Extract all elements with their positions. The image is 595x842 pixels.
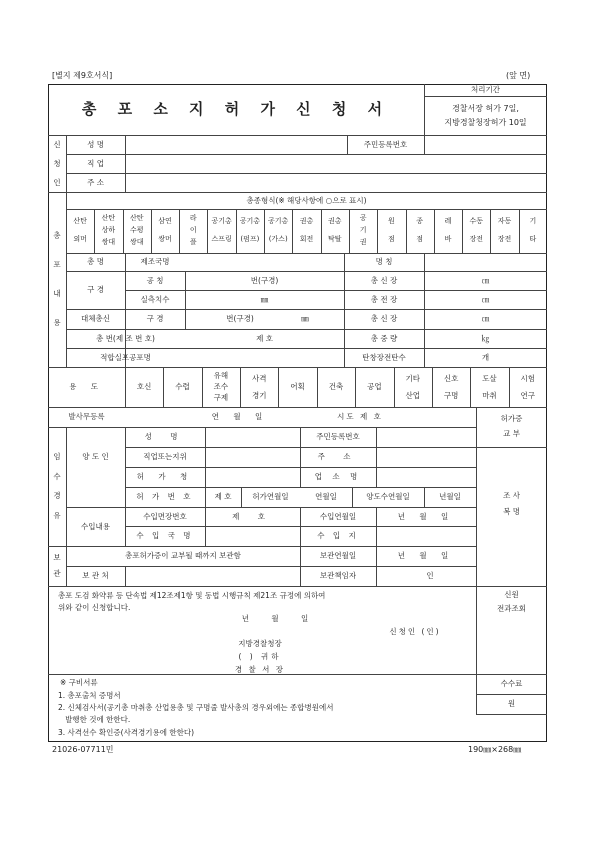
subst-length-label: 총 신 장 (370, 314, 398, 324)
gun-type-text: 공기총 (239, 217, 261, 226)
gun-type-text: 기 (529, 217, 537, 226)
check-label-1: 조 사 (503, 491, 520, 501)
gun-char-1: 총 (53, 231, 61, 241)
business-label: 업 소 명 (314, 472, 362, 482)
storage-char-1: 보 (53, 553, 61, 563)
transfer-char-3: 경 (53, 491, 61, 501)
subst-mm-unit: ㎜ (301, 314, 309, 324)
statement-date: 년 월 일 (241, 614, 319, 624)
gun-type-text: 탁탈 (328, 235, 342, 244)
giver-label: 양 도 인 (82, 452, 109, 462)
subst-length-unit: ㎝ (481, 314, 490, 324)
nominal-label: 공 칭 (146, 275, 164, 285)
gun-type-text: 쌍머 (158, 235, 172, 244)
gun-type-text: 장전 (497, 235, 512, 244)
permit-no-value: 제 호 (214, 492, 232, 502)
usage-text: 호신 (136, 382, 152, 392)
gun-type-text: 점 (387, 235, 395, 244)
serial-label: 총 번(제 조 번 호) (96, 333, 155, 343)
usage-text: 유해 (213, 370, 229, 380)
check-label-2: 복 명 (503, 507, 520, 517)
subst-caliber-label: 구 경 (146, 314, 164, 324)
applicant-char-2: 청 (53, 158, 61, 168)
subst-bun-unit: 번(구경) (226, 314, 254, 324)
gun-type-option[interactable] (264, 209, 292, 253)
recipient-1: 지방경찰청장 (238, 639, 282, 649)
recipient-2: ( ) 귀하 (238, 652, 282, 662)
docs-item-2b: 발행한 것에 한한다. (58, 714, 131, 724)
nominal-unit: 번(구경) (250, 275, 279, 285)
gun-type-text: 기 (359, 226, 367, 235)
usage-text: 마취 (482, 390, 497, 400)
processing-line1: 경찰서장 허가 7일, (452, 103, 519, 113)
gun-type-text: 장전 (469, 235, 484, 244)
docs-title: ※ 구비서류 (60, 677, 98, 687)
fee-label: 수수료 (500, 679, 523, 689)
usage-text: 사격 (252, 373, 267, 383)
usage-text: 시험 (520, 373, 536, 383)
serial-no: 제 호 (256, 333, 273, 343)
subst-barrel-label: 대체총신 (81, 314, 110, 324)
fee-unit: 원 (507, 699, 516, 709)
permit-date-value: 연월일 (315, 492, 337, 502)
gun-type-text: 수동 (469, 217, 484, 226)
gun-type-option[interactable] (94, 209, 122, 253)
caliber-label: 구 경 (87, 285, 104, 295)
usage-text: 구명 (443, 390, 459, 400)
giver-name-label: 성 명 (144, 432, 186, 442)
gun-type-text: 공기총 (211, 217, 232, 226)
gun-type-option[interactable] (377, 209, 405, 253)
gun-type-text: 쌍대 (101, 238, 116, 247)
gun-type-text: (가스) (268, 235, 288, 244)
total-length-label: 총 전 장 (370, 294, 398, 304)
actual-size-unit: ㎜ (260, 294, 269, 304)
gun-type-text: 종 (416, 217, 424, 226)
export-label: 발사무등록 (68, 412, 105, 422)
usage-text: 어획 (290, 382, 305, 392)
usage-option[interactable] (163, 367, 201, 407)
statement-applicant: 신청인 (인) (389, 627, 441, 637)
gun-type-option[interactable] (292, 209, 320, 253)
gun-type-text: 산탄 (101, 214, 116, 223)
statement-line-2: 위와 같이 신청합니다. (58, 602, 131, 612)
storage-date-value: 년 월 일 (397, 551, 455, 561)
gun-name-label: 총 명 (87, 257, 104, 267)
gun-type-text: 레 (444, 217, 452, 226)
gun-type-text: 공 (359, 214, 367, 223)
gun-type-text: 라 (189, 214, 197, 223)
actual-size-label: 실측치수 (140, 294, 170, 304)
ammo-label: 탄창장전탄수 (362, 352, 406, 362)
weight-label: 총 중 량 (370, 333, 398, 343)
id-check-label-1: 신원 (504, 590, 519, 600)
gun-char-4: 용 (53, 317, 61, 327)
usage-text: 산업 (405, 390, 420, 400)
import-permit-value: 제 호 (232, 511, 273, 521)
usage-text: 건축 (328, 382, 344, 392)
gun-type-option[interactable] (519, 209, 547, 253)
storage-place-label: 보 관 처 (82, 571, 109, 581)
usage-option[interactable] (317, 367, 355, 407)
usage-text: 공업 (367, 382, 382, 392)
gun-type-text: 플 (189, 238, 197, 247)
giver-rrn-label: 주민등록번호 (316, 432, 360, 442)
gun-type-text: 외머 (73, 235, 87, 244)
gun-type-text: 회전 (299, 235, 314, 244)
gun-type-text: 점 (416, 235, 424, 244)
gun-type-text: 이 (189, 226, 197, 235)
gun-type-option[interactable] (66, 209, 94, 253)
docs-item-3: 3. 사격선수 확인증(사격경기용에 한한다) (58, 727, 195, 737)
usage-text: 경기 (252, 390, 267, 400)
import-permit-label: 수입면장번호 (143, 511, 187, 521)
paper-size: 190㎜×268㎜ (468, 745, 522, 754)
barrel-length-unit: ㎝ (481, 275, 490, 285)
gun-type-text: (펌프) (240, 235, 260, 244)
keeper-label: 보관책임자 (319, 571, 357, 581)
import-date-value: 년 월 일 (397, 511, 455, 521)
gun-type-option[interactable] (434, 209, 462, 253)
barrel-length-label: 총 신 장 (370, 275, 398, 285)
applicant-rrn-label: 주민등록번호 (363, 139, 408, 149)
usage-option[interactable] (394, 367, 432, 407)
gun-type-option[interactable] (406, 209, 434, 253)
processing-label: 처리기간 (471, 85, 500, 95)
applicant-char-3: 인 (53, 177, 61, 187)
keeper-seal: 인 (426, 571, 434, 581)
giver-job-label: 직업또는지위 (143, 452, 187, 462)
gun-type-option[interactable] (321, 209, 349, 253)
applicant-char-1: 신 (53, 139, 61, 149)
page-side: (앞 면) (506, 71, 531, 80)
gun-type-text: 공기총 (268, 217, 289, 226)
gun-type-option[interactable] (462, 209, 490, 253)
gun-type-text: 산탄 (73, 217, 87, 226)
gun-type-text: 타 (529, 235, 537, 244)
storage-reason: 총포허가증이 교부될 때까지 보관함 (125, 551, 241, 561)
usage-option[interactable] (202, 367, 240, 407)
gun-type-option[interactable] (123, 209, 151, 253)
gun-type-option[interactable] (490, 209, 518, 253)
permit-date-label: 허가연월일 (252, 492, 289, 502)
usage-text: 수렵 (175, 382, 190, 392)
gun-type-text: 산탄 (129, 214, 144, 223)
import-label: 수입내용 (81, 521, 110, 531)
applicant-address-label: 주 소 (87, 177, 104, 187)
ammo-unit: 개 (481, 352, 490, 362)
gun-type-text: 쌍대 (129, 238, 144, 247)
transfer-char-2: 수 (53, 471, 61, 481)
total-length-unit: ㎝ (481, 294, 490, 304)
origin-label: 수 입 국 명 (136, 531, 194, 541)
import-place-label: 수 입 지 (317, 531, 359, 541)
transfer-char-4: 유 (53, 511, 61, 521)
gauge-label: 적합실포공포명 (100, 352, 151, 362)
transfer-char-1: 임 (53, 451, 61, 461)
gun-type-text: 자동 (497, 217, 512, 226)
applicant-job-label: 직 업 (87, 158, 104, 168)
gun-type-text: 바 (444, 235, 452, 244)
gun-type-option[interactable] (151, 209, 179, 253)
usage-option[interactable] (355, 367, 393, 407)
gun-type-option[interactable] (236, 209, 264, 253)
import-date-label: 수입연월일 (319, 511, 357, 521)
gun-type-text: 삼연 (158, 217, 172, 226)
form-title: 총 포 소 지 허 가 신 청 서 (81, 99, 391, 118)
usage-option[interactable] (240, 367, 278, 407)
gun-char-3: 내 (53, 288, 61, 298)
gun-type-text: 원 (387, 217, 395, 226)
gun-type-option[interactable] (179, 209, 207, 253)
gun-char-2: 포 (53, 260, 61, 270)
processing-line2: 지방경찰청장허가 10일 (444, 117, 527, 127)
giver-address-label: 주 소 (317, 452, 359, 462)
usage-text: 기타 (405, 373, 420, 383)
permit-no-label: 허 가 번 호 (136, 492, 194, 502)
recipient-3: 경 찰 서 장 (234, 665, 286, 675)
form-number: [별지 제9호서식] (52, 71, 113, 80)
statement-line-1: 총포 도검 화약류 등 단속법 제12조제1항 및 동법 시행규칙 제21조 규정에 의하여 (58, 590, 326, 600)
usage-text: 연구 (520, 390, 536, 400)
form-code: 21026-07711민 (52, 745, 114, 754)
permit-issue-label-1: 허가증 (500, 414, 523, 424)
applicant-name-label: 성 명 (87, 139, 104, 149)
usage-text: 구제 (213, 393, 229, 403)
usage-text: 도살 (482, 373, 497, 383)
permit-issue-label-2: 교 부 (503, 429, 520, 439)
transfer-date-label: 양도수연월일 (366, 492, 410, 502)
maker-label: 제조국명 (140, 257, 170, 267)
transfer-date-value: 년월일 (439, 492, 461, 502)
export-date: 연 월 일 (211, 412, 269, 422)
usage-option[interactable] (509, 367, 547, 407)
storage-date-label: 보관연월일 (319, 551, 357, 561)
gun-type-option[interactable] (349, 209, 377, 253)
permit-office-label: 허 가 청 (136, 472, 194, 482)
gun-type-text: 상하 (101, 226, 116, 235)
usage-option[interactable] (432, 367, 470, 407)
export-ref: 시도 제 호 (337, 412, 383, 422)
usage-option[interactable] (278, 367, 316, 407)
weight-unit: ㎏ (481, 333, 490, 343)
docs-item-1: 1. 총포출처 증명서 (58, 690, 121, 700)
model-label: 명 칭 (375, 257, 393, 267)
gun-type-text: 수평 (129, 226, 144, 235)
usage-text: 신호 (443, 373, 459, 383)
gun-type-text: 권 (359, 238, 367, 247)
storage-char-2: 관 (53, 569, 61, 579)
usage-text: 조수 (213, 382, 229, 392)
usage-option[interactable] (470, 367, 508, 407)
id-check-label-2: 전과조회 (497, 604, 526, 614)
gun-type-text: 스프링 (211, 235, 232, 244)
gun-type-title: 총종형식(※ 해당사항에 ○으로 표시) (246, 195, 367, 205)
gun-type-option[interactable] (207, 209, 235, 253)
gun-type-text: 권총 (299, 217, 314, 226)
usage-label: 용 도 (69, 382, 104, 392)
usage-option[interactable] (125, 367, 163, 407)
gun-type-text: 권총 (328, 217, 342, 226)
docs-item-2: 2. 신체검사서(공기총 마취총 산업용총 및 구명줄 발사총의 경우외에는 종합병원에서 (58, 702, 334, 712)
